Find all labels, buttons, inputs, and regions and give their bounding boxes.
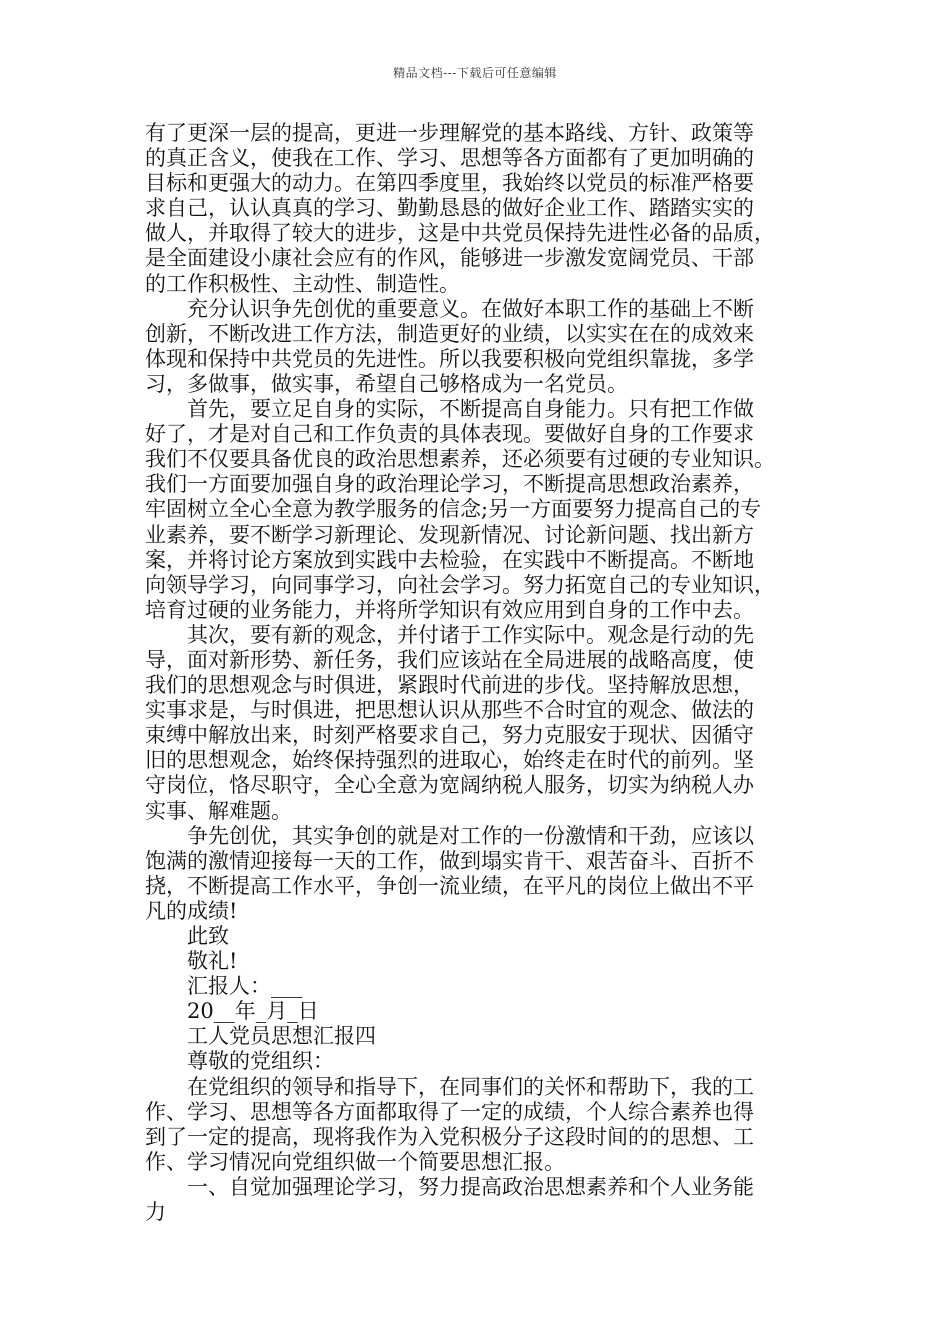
text-line: 凡的成绩! (145, 898, 238, 923)
text-line: 有了更深一层的提高，更进一步理解党的基本路线、方针、政策等 (145, 121, 754, 145)
text-line: 挠，不断提高工作水平，争创一流业绩，在平凡的岗位上做出不平 (145, 873, 754, 898)
text-line: 敬礼! (145, 949, 238, 974)
text-line: 牢固树立全心全意为教学服务的信念;另一方面要努力提高自己的专 (145, 497, 762, 522)
text-line: 充分认识争先创优的重要意义。在做好本职工作的基础上不断 (145, 296, 754, 321)
text-line: 向领导学习，向同事学习，向社会学习。努力拓宽自己的专业知识， (145, 572, 775, 597)
text-line: 体现和保持中共党员的先进性。所以我要积极向党组织靠拢，多学 (145, 346, 754, 371)
text-line: 工人党员思想汇报四 (145, 1024, 376, 1049)
text-line: 旧的思想观念，始终保持强烈的进取心，始终走在时代的前列。坚 (145, 748, 754, 773)
text-line: 是全面建设小康社会应有的作风，能够进一步激发宽阔党员、干部 (145, 246, 754, 271)
text-line: 我们不仅要具备优良的政治思想素养，还必须要有过硬的专业知识。 (145, 447, 775, 472)
text-line: 汇报人：___ (145, 974, 303, 999)
text-line: 首先，要立足自身的实际，不断提高自身能力。只有把工作做 (145, 397, 754, 422)
text-line: 饱满的激情迎接每一天的工作，做到塌实肯干、艰苦奋斗、百折不 (145, 848, 754, 873)
text-line: 此致 (145, 924, 229, 948)
text-line: 我们的思想观念与时俱进，紧跟时代前进的步伐。坚持解放思想， (145, 673, 754, 698)
text-line: 做人，并取得了较大的进步，这是中共党员保持先进性必备的品质， (145, 221, 775, 246)
text-line: 作、学习、思想等各方面都取得了一定的成绩，个人综合素养也得 (145, 1099, 754, 1124)
text-line: 我们一方面要加强自身的政治理论学习，不断提高思想政治素养， (145, 472, 754, 497)
text-line: 导，面对新形势、新任务，我们应该站在全局进展的战略高度，使 (145, 647, 754, 672)
text-line: 案，并将讨论方案放到实践中去检验，在实践中不断提高。不断地 (145, 547, 754, 572)
text-line: 一、自觉加强理论学习，努力提高政治思想素养和个人业务能 (145, 1174, 754, 1199)
text-line: 在党组织的领导和指导下，在同事们的关怀和帮助下，我的工 (145, 1074, 754, 1099)
text-line: 其次，要有新的观念，并付诸于工作实际中。观念是行动的先 (145, 622, 754, 647)
text-line: 的真正含义，使我在工作、学习、思想等各方面都有了更加明确的 (145, 146, 754, 171)
text-line: 习，多做事，做实事，希望自己够格成为一名党员。 (145, 371, 628, 396)
text-line: 束缚中解放出来，时刻严格要求自己，努力克服安于现状、因循守 (145, 723, 754, 748)
page-header: 精品文档---下载后可任意编辑 (393, 66, 557, 80)
text-line: 实事、解难题。 (145, 798, 292, 823)
text-line: 到了一定的提高，现将我作为入党积极分子这段时间的的思想、工 (145, 1124, 754, 1149)
text-line: 目标和更强大的动力。在第四季度里，我始终以党员的标准严格要 (145, 171, 754, 196)
text-line: 业素养，要不断学习新理论、发现新情况、讨论新问题、找出新方 (145, 522, 754, 547)
text-line: 守岗位，恪尽职守，全心全意为宽阔纳税人服务，切实为纳税人办 (145, 773, 754, 798)
text-line: 力 (145, 1200, 166, 1225)
text-line: 培育过硬的业务能力，并将所学知识有效应用到自身的工作中去。 (145, 597, 754, 622)
text-line: 20__年_月_日 (145, 999, 319, 1024)
text-line: 创新，不断改进工作方法，制造更好的业绩，以实实在在的成效来 (145, 321, 754, 346)
text-line: 求自己，认认真真的学习、勤勤恳恳的做好企业工作、踏踏实实的 (145, 196, 754, 221)
document-body (145, 121, 825, 1225)
text-line: 好了，才是对自己和工作负责的具体表现。要做好自身的工作要求 (145, 422, 754, 447)
text-line: 争先创优，其实争创的就是对工作的一份激情和干劲，应该以 (145, 823, 754, 848)
text-line: 作、学习情况向党组织做一个简要思想汇报。 (145, 1149, 565, 1174)
text-line: 的工作积极性、主动性、制造性。 (145, 271, 460, 296)
text-line: 实事求是，与时俱进，把思想认识从那些不合时宜的观念、做法的 (145, 698, 754, 723)
text-line: 尊敬的党组织： (145, 1049, 334, 1074)
